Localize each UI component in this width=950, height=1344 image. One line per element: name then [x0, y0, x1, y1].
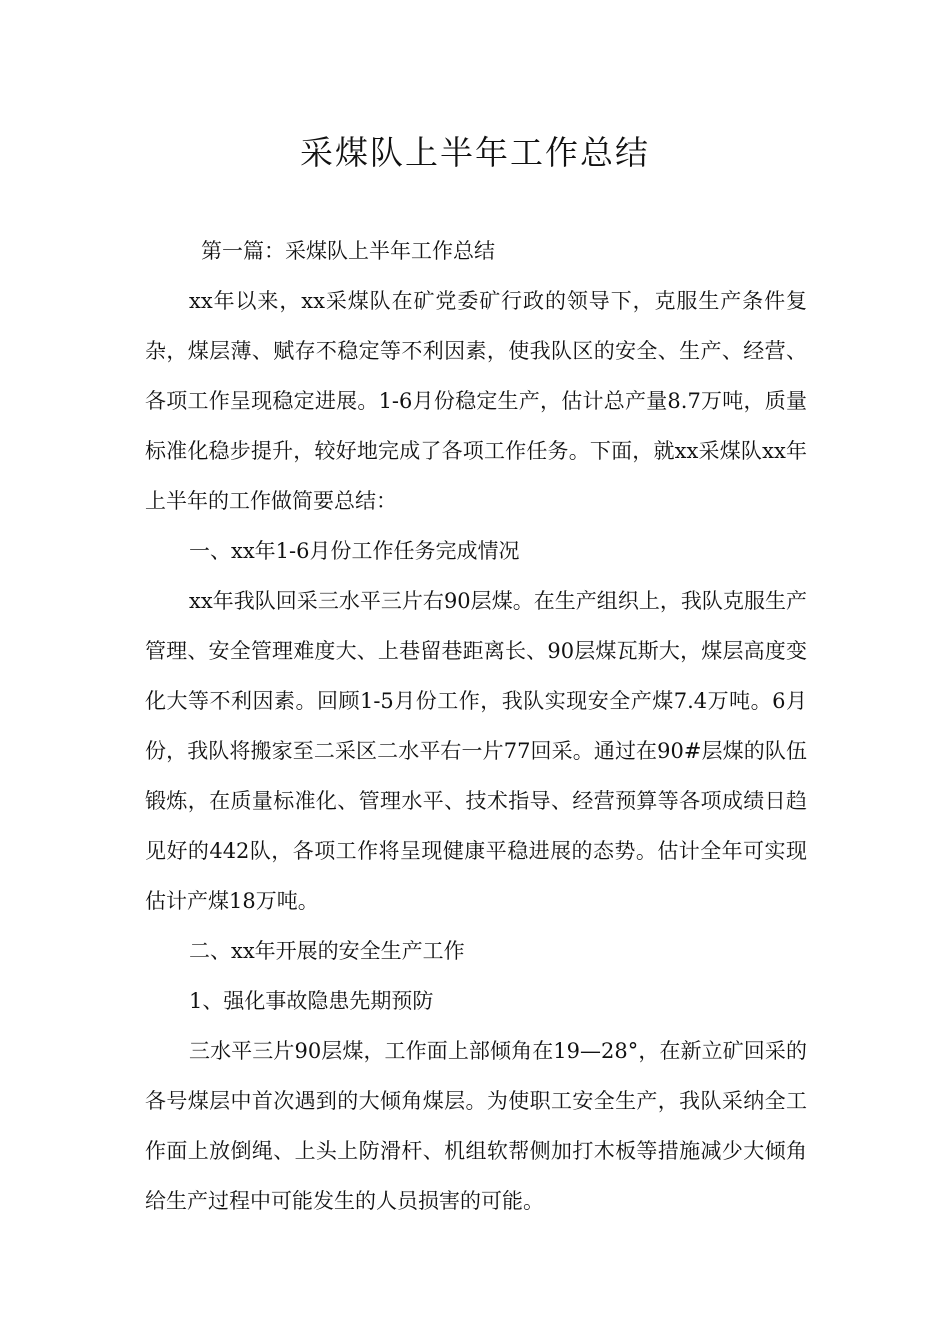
paragraph-production: xx年我队回采三水平三片右90层煤。在生产组织上，我队克服生产管理、安全管理难度大、上巷留巷距离长、90层煤瓦斯大，煤层高度变化大等不利因素。回顾1-5月份工作，我队实现安全产煤7.4万吨。6月份，我队将搬家至二采区二水平右一片77回采。通过在90#层煤的队伍锻炼，在质量标准化、管理水平、技术指导、经营预算等各项成绩日趋见好的442队，各项工作将呈现健康平稳进展的态势。估计全年可实现估计产煤18万吨。: [145, 589, 807, 913]
paragraph-heading-1: 一、xx年1-6月份工作任务完成情况: [189, 539, 520, 563]
paragraph-subheading-1: 1、强化事故隐患先期预防: [189, 989, 434, 1013]
paragraph-safety: 三水平三片90层煤，工作面上部倾角在19—28°，在新立矿回采的各号煤层中首次遇到的大倾角煤层。为使职工安全生产，我队采纳全工作面上放倒绳、上头上防滑杆、机组软帮侧加打木板等措施减少大倾角给生产过程中可能发生的人员损害的可能。: [145, 1039, 807, 1213]
paragraph-section-heading: 第一篇：采煤队上半年工作总结: [201, 239, 495, 263]
paragraph-intro: xx年以来，xx采煤队在矿党委矿行政的领导下，克服生产条件复杂，煤层薄、赋存不稳定等不利因素，使我队区的安全、生产、经营、各项工作呈现稳定进展。1-6月份稳定生产，估计总产量8.7万吨，质量标准化稳步提升，较好地完成了各项工作任务。下面，就xx采煤队xx年上半年的工作做简要总结：: [145, 289, 807, 513]
document-body: [145, 226, 807, 1226]
document-title: 采煤队上半年工作总结: [300, 133, 650, 172]
paragraph-heading-2: 二、xx年开展的安全生产工作: [189, 939, 465, 963]
